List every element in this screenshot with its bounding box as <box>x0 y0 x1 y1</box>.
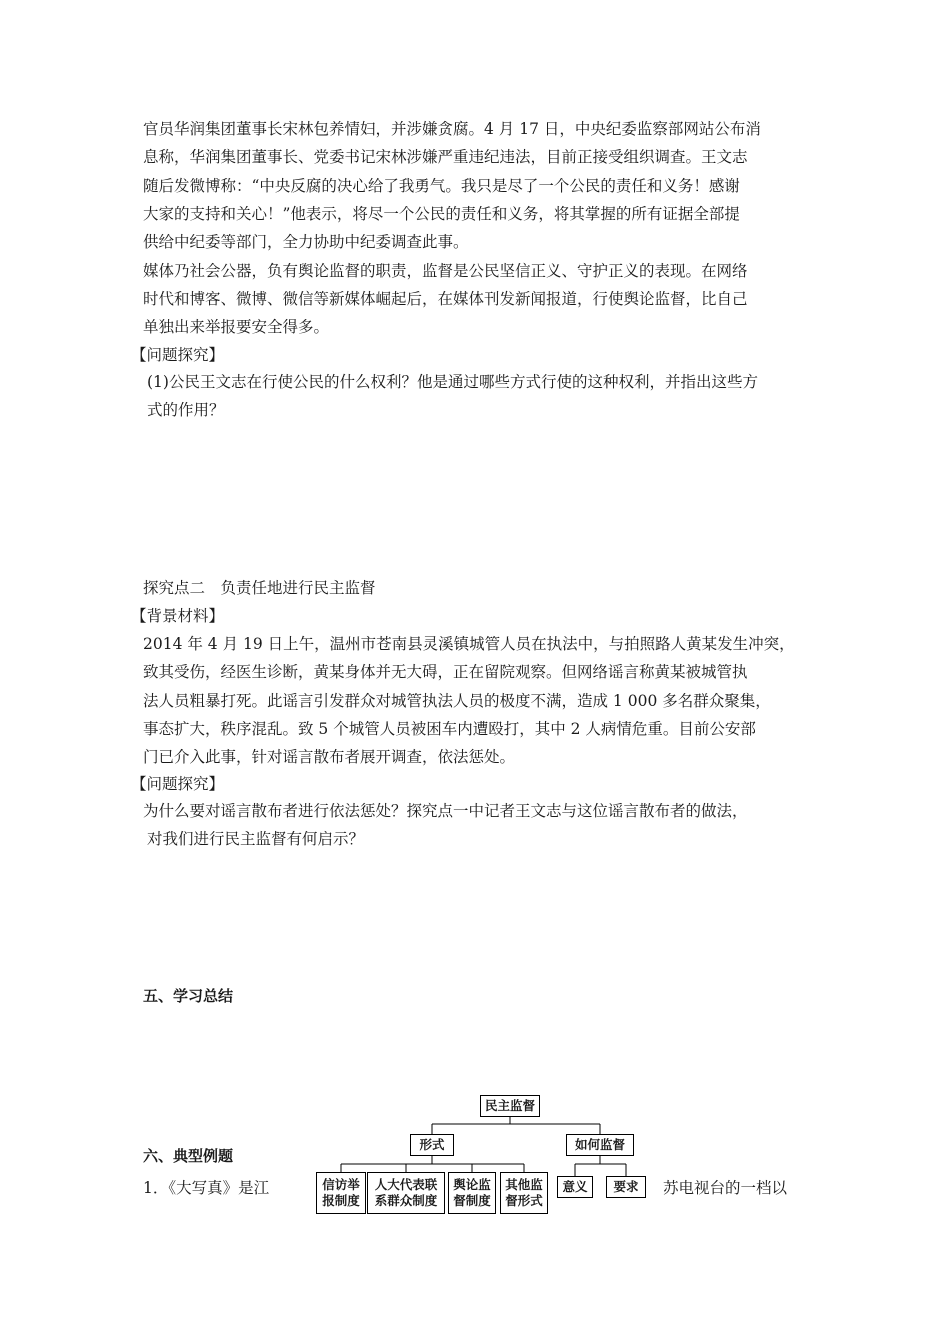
diagram-form-node: 形式 <box>410 1134 454 1156</box>
example-text-right: 苏电视台的一档以 <box>663 1179 788 1197</box>
summary-heading: 五、学习总结 <box>143 987 234 1005</box>
diagram-form-item <box>448 1172 496 1214</box>
diagram-form-item-line: 督形式 <box>505 1193 543 1208</box>
paragraph-line: 致其受伤，经医生诊断，黄某身体并无大碍，正在留院观察。但网络谣言称黄某被城管执 <box>143 663 748 681</box>
paragraph-line: 2014 年 4 月 19 日上午，温州市苍南县灵溪镇城管人员在执法中，与拍照路人黄某发生冲突， <box>143 635 795 653</box>
example-text-left: 1．《大写真》是江 <box>143 1179 270 1197</box>
paragraph-line: 随后发微博称：“中央反腐的决心给了我勇气。我只是尽了一个公民的责任和义务！感谢 <box>143 177 740 195</box>
diagram-how-item: 要求 <box>606 1176 646 1198</box>
section-label: 【背景材料】 <box>131 607 225 625</box>
paragraph-line: 供给中纪委等部门，全力协助中纪委调查此事。 <box>143 233 469 251</box>
diagram-form-item <box>367 1172 445 1214</box>
diagram-form-item-line: 舆论监 <box>453 1177 491 1192</box>
diagram-form-item-line: 督制度 <box>453 1193 491 1208</box>
diagram-form-item <box>500 1172 548 1214</box>
diagram-form-item-line: 系群众制度 <box>374 1193 438 1208</box>
paragraph-line: 时代和博客、微博、微信等新媒体崛起后，在媒体刊发新闻报道，行使舆论监督，比自己 <box>143 290 748 308</box>
diagram-how-node: 如何监督 <box>566 1134 634 1156</box>
paragraph-line: 事态扩大，秩序混乱。致 5 个城管人员被困车内遭殴打，其中 2 人病情危重。目前公安部 <box>143 720 756 738</box>
question-line: 式的作用？ <box>147 401 225 419</box>
question-line: (1)公民王文志在行使公民的什么权利？他是通过哪些方式行使的这种权利，并指出这些方 <box>147 373 758 391</box>
diagram-form-item-line: 信访举 <box>322 1177 360 1192</box>
diagram-form-item-line: 报制度 <box>322 1193 360 1208</box>
diagram-how-item: 意义 <box>557 1176 593 1198</box>
question-line: 为什么要对谣言散布者进行依法惩处？探究点一中记者王文志与这位谣言散布者的做法， <box>143 802 748 820</box>
section-label: 【问题探究】 <box>131 346 225 364</box>
paragraph-line: 法人员粗暴打死。此谣言引发群众对城管执法人员的极度不满，造成 1 000 多名群众聚集， <box>143 692 771 710</box>
diagram-root-node: 民主监督 <box>480 1095 540 1117</box>
section-title: 探究点二 负责任地进行民主监督 <box>143 579 376 597</box>
question-line: 对我们进行民主监督有何启示？ <box>147 830 365 848</box>
paragraph-line: 大家的支持和关心！”他表示，将尽一个公民的责任和义务，将其掌握的所有证据全部提 <box>143 205 740 223</box>
paragraph-line: 官员华润集团董事长宋林包养情妇，并涉嫌贪腐。4 月 17 日，中央纪委监察部网站公布消 <box>143 120 761 138</box>
diagram-form-item-line: 人大代表联 <box>374 1177 438 1192</box>
section-label: 【问题探究】 <box>131 775 225 793</box>
paragraph-line: 单独出来举报要安全得多。 <box>143 318 330 336</box>
paragraph-line: 息称，华润集团董事长、党委书记宋林涉嫌严重违纪违法，目前正接受组织调查。王文志 <box>143 148 748 166</box>
diagram-form-item <box>316 1172 366 1214</box>
paragraph-line: 门已介入此事，针对谣言散布者展开调查，依法惩处。 <box>143 748 516 766</box>
paragraph-line: 媒体乃社会公器，负有舆论监督的职责，监督是公民坚信正义、守护正义的表现。在网络 <box>143 262 748 280</box>
diagram-form-item-line: 其他监 <box>505 1177 543 1192</box>
examples-heading: 六、典型例题 <box>143 1147 234 1165</box>
